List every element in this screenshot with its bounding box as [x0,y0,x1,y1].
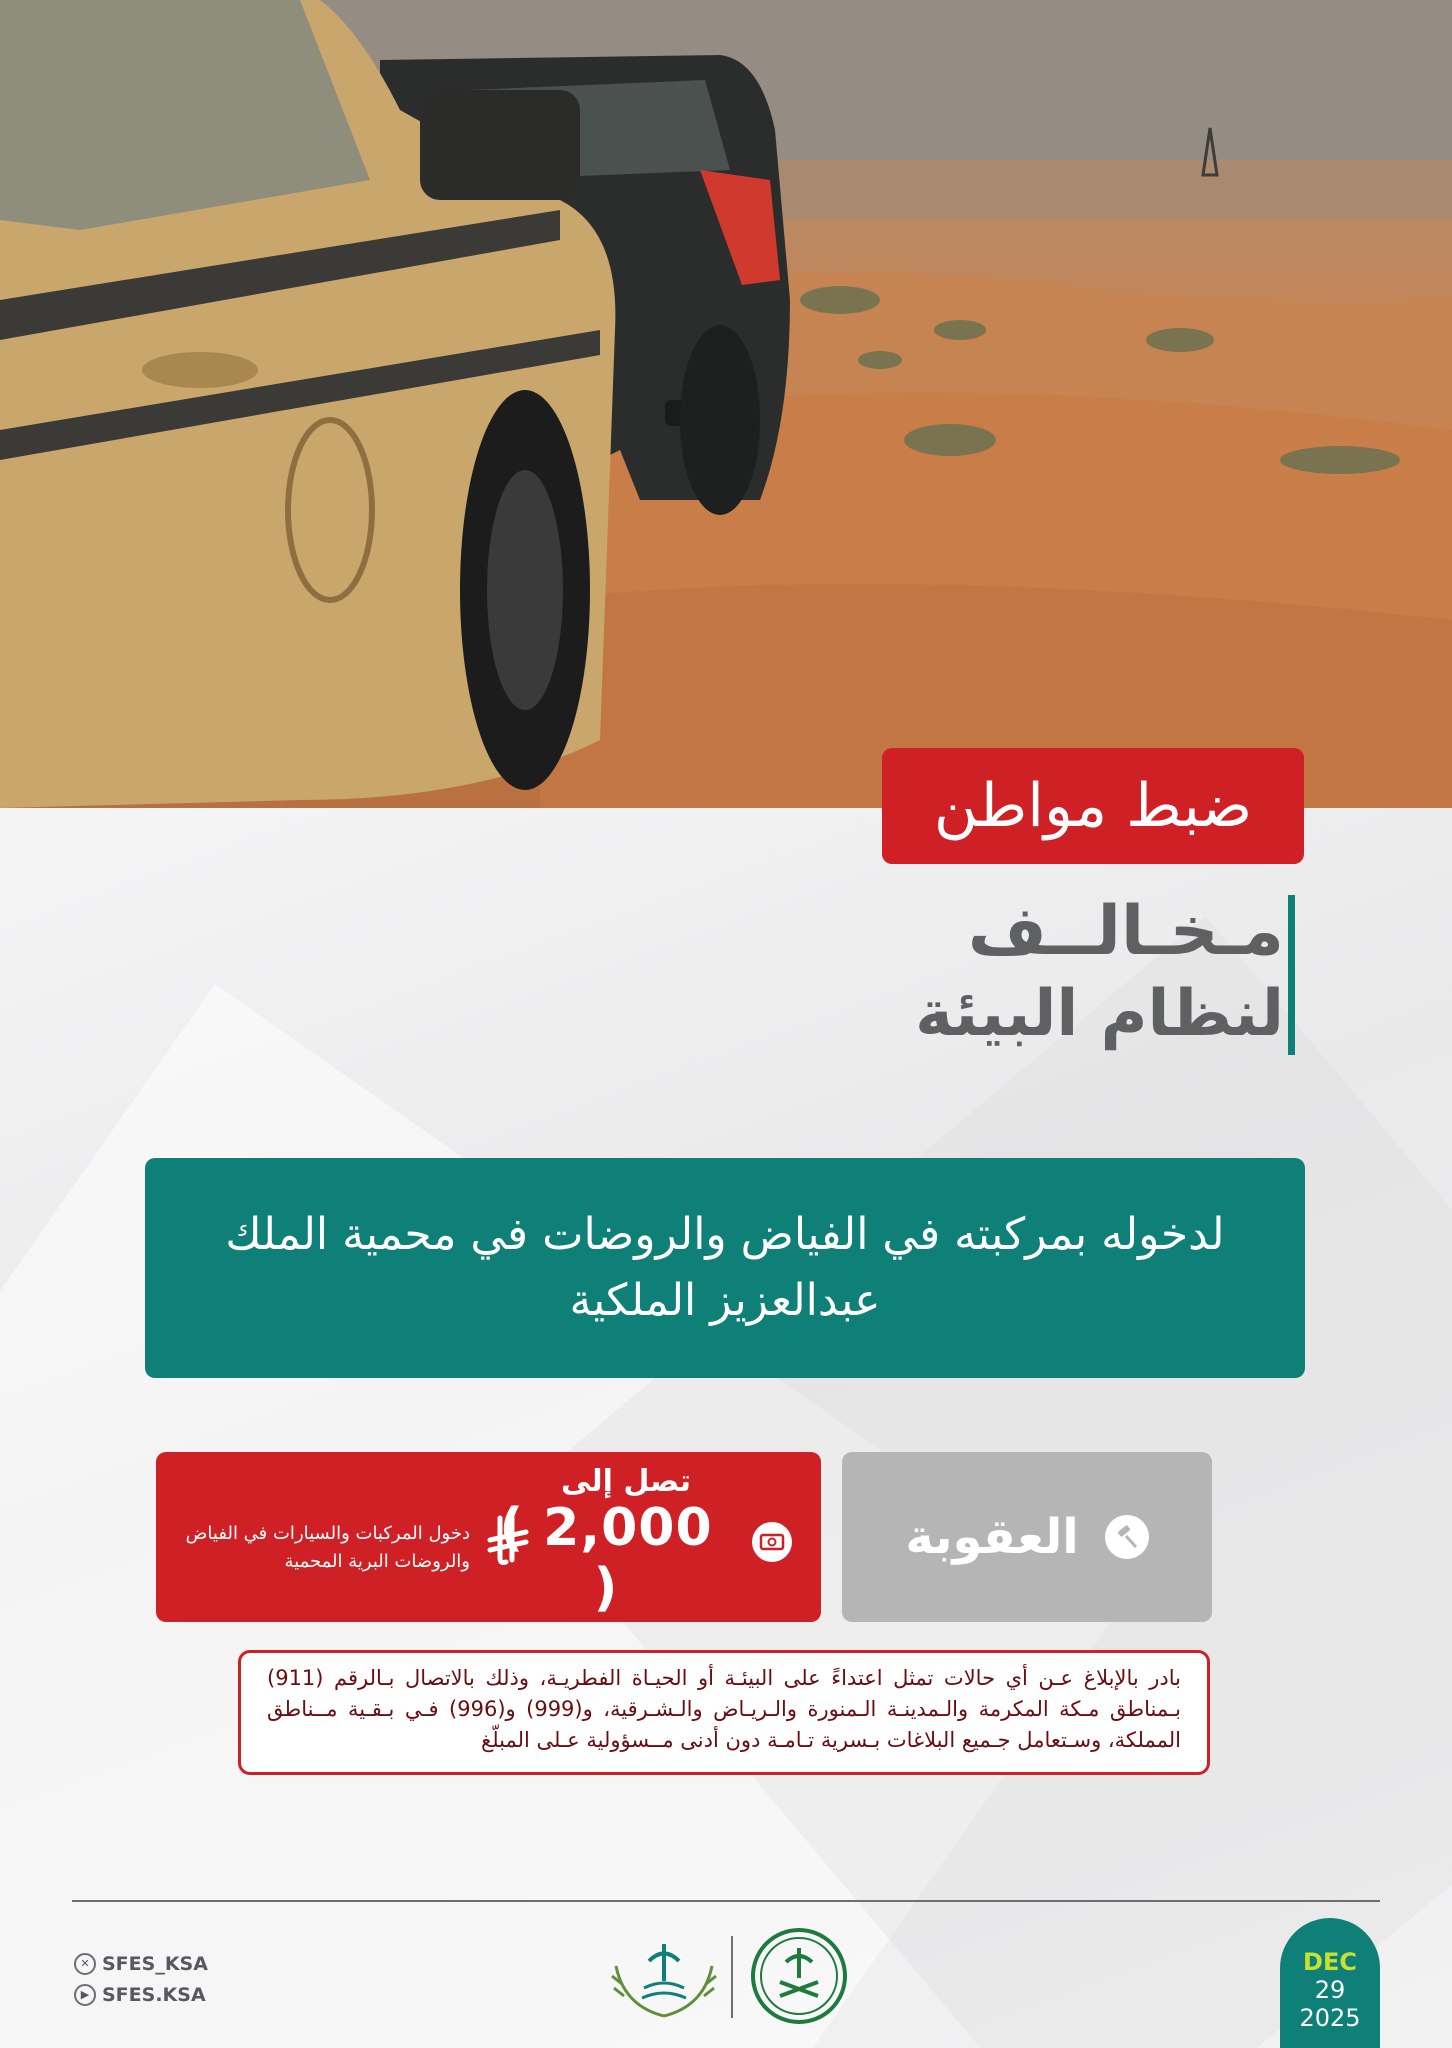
gavel-icon [1105,1515,1149,1559]
hero-photo [0,0,1452,808]
date-month: DEC [1303,1948,1357,1976]
penalty-amount: ( 2,000 ) [499,1498,713,1618]
sfes-emblem-icon [604,1926,724,2026]
headline-title [764,892,1284,1056]
penalty-label-box [842,1452,1212,1622]
violation-description: لدخوله بمركبته في الفياض والروضات في محمية الملك عبدالعزيز الملكية [225,1209,1225,1326]
social-youtube-link[interactable] [74,1979,208,2010]
title-accent-bar [1288,895,1295,1055]
title-line-2: لنظام البيئة [915,977,1284,1051]
youtube-icon: ▶ [74,1984,96,2006]
violation-description-box [145,1158,1305,1378]
penalty-prefix: تصل إلى [561,1464,691,1499]
x-icon: ✕ [74,1953,96,1975]
date-year: 2025 [1299,2004,1361,2032]
title-line-1: مـخـالــف [967,892,1284,971]
social-x-link[interactable] [74,1948,208,1979]
social-handles [74,1948,208,2010]
ministry-emblem-icon [744,1926,854,2026]
social-x-handle: SFES_KSA [102,1952,208,1975]
report-notice-text: بادر بالإبلاغ عـن أي حالات تمثل اعتداءً على البيئـة أو الحيـاة الفطريـة، وذلك بالاتصال بـالرقم (911) بـمناطق مـكة المكرمة والـمدينـة الـمنورة والـريـاض والـشـرقية، و(999) و(996) فـي بـقـية مــناطق المملكة، وسـتعامل جـميع البلاغات بـسرية تـامـة دون أدنى مــسؤولية عـلى المبلّغ [267,1666,1181,1752]
date-badge [1280,1918,1380,2048]
date-day: 29 [1314,1976,1346,2004]
social-youtube-handle: SFES.KSA [102,1983,206,2006]
logo-separator [731,1936,733,2018]
footer-logos [604,1926,858,2026]
penalty-label: العقوبة [905,1509,1079,1565]
headline-badge-text: ضبط مواطن [933,771,1253,841]
headline-badge [882,748,1304,864]
penalty-amount-box [156,1452,821,1622]
cash-icon [752,1522,792,1562]
footer-divider [72,1900,1380,1902]
report-notice-box [238,1650,1210,1775]
penalty-note: دخول المركبات والسيارات في الفياض والروضات البرية المحمية [185,1523,470,1572]
desert-patrol-illustration [0,0,1452,808]
saudi-riyal-icon [486,1514,530,1570]
